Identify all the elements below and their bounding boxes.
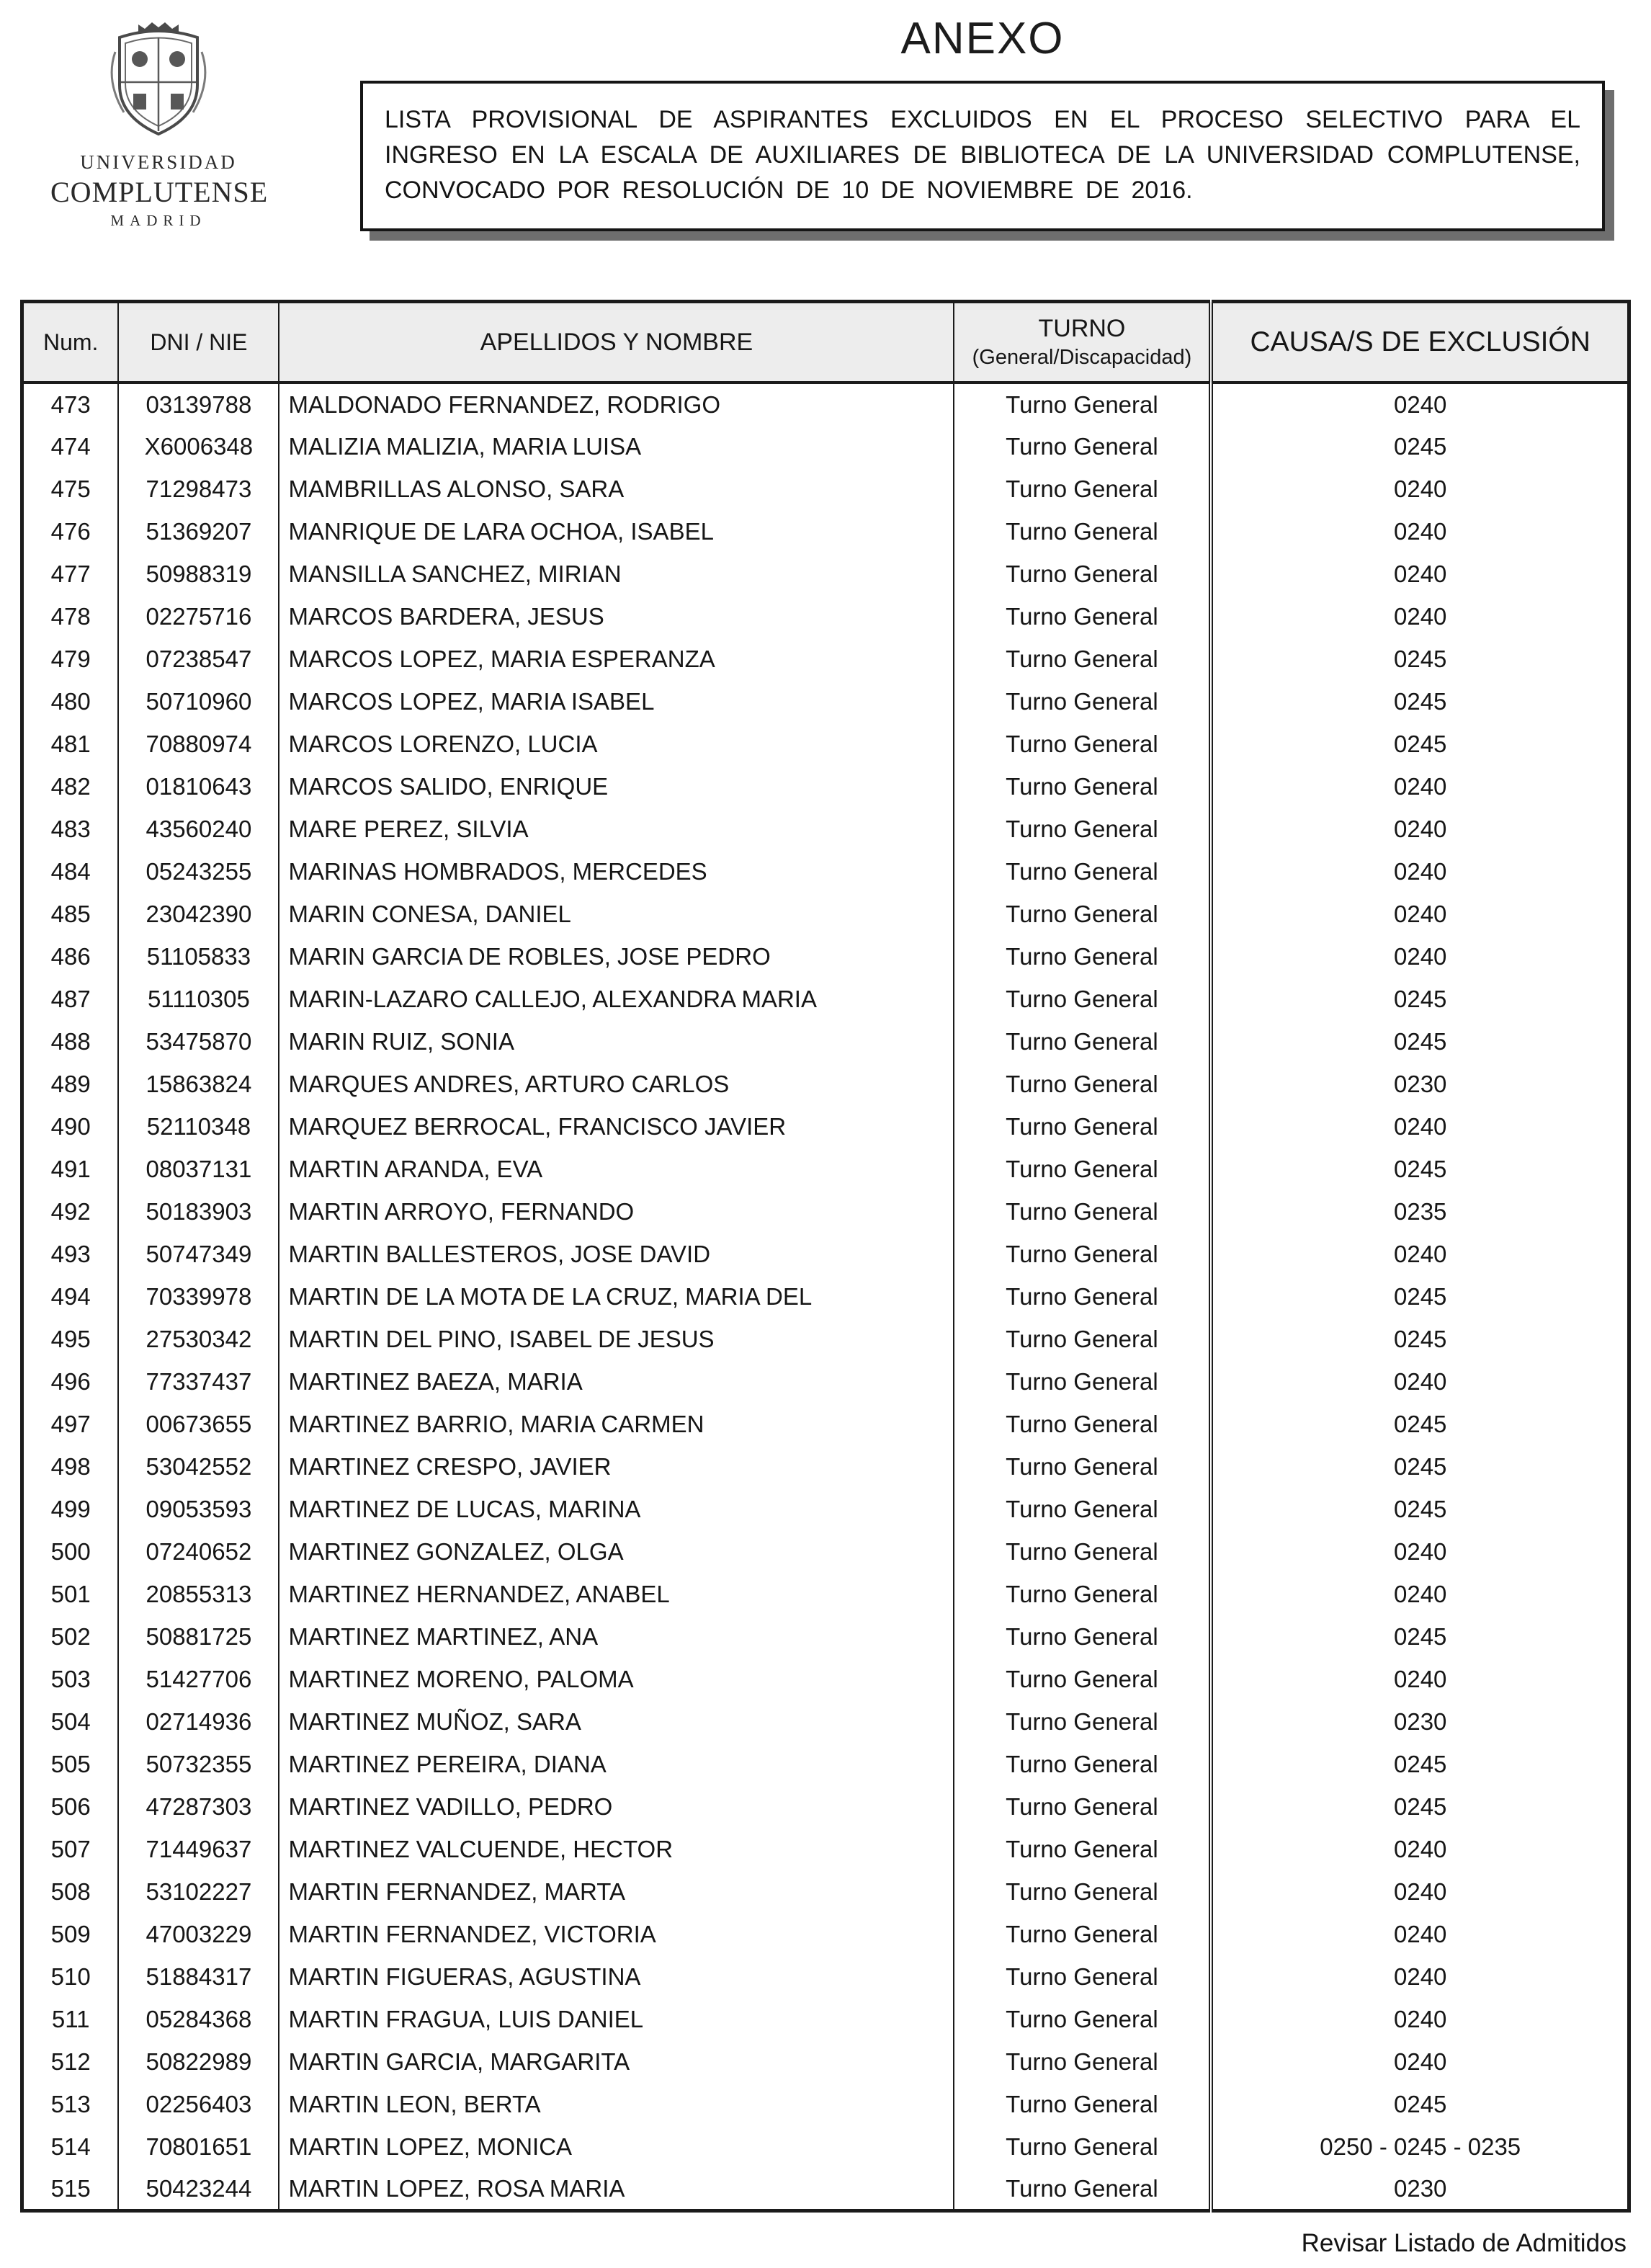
cell-turno: Turno General: [954, 2168, 1211, 2210]
cell-turno: Turno General: [954, 1403, 1211, 1445]
table-row: [22, 808, 1629, 850]
table-header-row: [22, 302, 1629, 383]
cell-name: MARIN CONESA, DANIEL: [279, 893, 954, 935]
cell-num: 509: [22, 1913, 119, 1955]
cell-turno: Turno General: [954, 893, 1211, 935]
table-row: [22, 1488, 1629, 1530]
cell-causa: 0245: [1211, 1615, 1629, 1658]
table-row: [22, 1828, 1629, 1870]
cell-num: 492: [22, 1190, 119, 1233]
notice-box: [360, 81, 1605, 231]
cell-name: MARINAS HOMBRADOS, MERCEDES: [279, 850, 954, 893]
cell-causa: 0240: [1211, 1233, 1629, 1275]
table-row: [22, 595, 1629, 638]
table-row: [22, 1998, 1629, 2040]
cell-name: MARTINEZ BAEZA, MARIA: [279, 1360, 954, 1403]
cell-name: MARTIN DEL PINO, ISABEL DE JESUS: [279, 1318, 954, 1360]
cell-dni: 07238547: [118, 638, 279, 680]
cell-num: 481: [22, 723, 119, 765]
cell-causa: 0245: [1211, 1488, 1629, 1530]
cell-num: 478: [22, 595, 119, 638]
cell-causa: 0245: [1211, 1403, 1629, 1445]
table-row: [22, 1573, 1629, 1615]
table-row: [22, 1275, 1629, 1318]
cell-name: MARCOS LORENZO, LUCIA: [279, 723, 954, 765]
cell-name: MARTINEZ DE LUCAS, MARINA: [279, 1488, 954, 1530]
cell-dni: 70880974: [118, 723, 279, 765]
table-row: [22, 1913, 1629, 1955]
cell-num: 498: [22, 1445, 119, 1488]
cell-causa: 0240: [1211, 850, 1629, 893]
table-row: [22, 1318, 1629, 1360]
cell-num: 512: [22, 2040, 119, 2083]
table-row: [22, 1148, 1629, 1190]
table-row: [22, 1658, 1629, 1700]
cell-name: MARQUEZ BERROCAL, FRANCISCO JAVIER: [279, 1105, 954, 1148]
cell-num: 502: [22, 1615, 119, 1658]
cell-num: 475: [22, 468, 119, 510]
cell-num: 474: [22, 425, 119, 468]
cell-name: MARTIN FIGUERAS, AGUSTINA: [279, 1955, 954, 1998]
cell-num: 505: [22, 1743, 119, 1785]
cell-causa: 0240: [1211, 765, 1629, 808]
cell-causa: 0230: [1211, 1063, 1629, 1105]
cell-num: 476: [22, 510, 119, 553]
table-row: [22, 1105, 1629, 1148]
table-row: [22, 850, 1629, 893]
header-turno-sub: (General/Discapacidad): [972, 346, 1192, 370]
cell-name: MARTIN FRAGUA, LUIS DANIEL: [279, 1998, 954, 2040]
cell-name: MARTINEZ VALCUENDE, HECTOR: [279, 1828, 954, 1870]
cell-num: 473: [22, 383, 119, 425]
cell-name: MARTINEZ MARTINEZ, ANA: [279, 1615, 954, 1658]
cell-num: 491: [22, 1148, 119, 1190]
cell-name: MARCOS LOPEZ, MARIA ISABEL: [279, 680, 954, 723]
ucm-logo: [50, 16, 267, 230]
cell-dni: 05243255: [118, 850, 279, 893]
cell-causa: 0235: [1211, 1190, 1629, 1233]
cell-num: 514: [22, 2125, 119, 2168]
header-apellidos: APELLIDOS Y NOMBRE: [279, 302, 954, 383]
cell-turno: Turno General: [954, 1870, 1211, 1913]
cell-dni: 50822989: [118, 2040, 279, 2083]
cell-num: 490: [22, 1105, 119, 1148]
cell-causa: 0240: [1211, 553, 1629, 595]
table-row: [22, 935, 1629, 978]
cell-turno: Turno General: [954, 510, 1211, 553]
cell-turno: Turno General: [954, 1998, 1211, 2040]
cell-num: 477: [22, 553, 119, 595]
cell-num: 493: [22, 1233, 119, 1275]
cell-turno: Turno General: [954, 680, 1211, 723]
cell-causa: 0245: [1211, 1020, 1629, 1063]
cell-turno: Turno General: [954, 765, 1211, 808]
cell-name: MARTINEZ BARRIO, MARIA CARMEN: [279, 1403, 954, 1445]
cell-dni: X6006348: [118, 425, 279, 468]
cell-dni: 70339978: [118, 1275, 279, 1318]
cell-name: MARTINEZ GONZALEZ, OLGA: [279, 1530, 954, 1573]
table-row: [22, 2083, 1629, 2125]
cell-num: 494: [22, 1275, 119, 1318]
cell-causa: 0240: [1211, 1530, 1629, 1573]
excluded-applicants-table: [20, 300, 1631, 2213]
cell-causa: 0240: [1211, 808, 1629, 850]
cell-num: 488: [22, 1020, 119, 1063]
table-row: [22, 2040, 1629, 2083]
table-row: [22, 2125, 1629, 2168]
cell-name: MARIN-LAZARO CALLEJO, ALEXANDRA MARIA: [279, 978, 954, 1020]
logo-text-madrid: MADRID: [110, 212, 207, 229]
table-row: [22, 1020, 1629, 1063]
cell-num: 496: [22, 1360, 119, 1403]
cell-dni: 52110348: [118, 1105, 279, 1148]
table-row: [22, 638, 1629, 680]
cell-turno: Turno General: [954, 1063, 1211, 1105]
cell-dni: 50988319: [118, 553, 279, 595]
cell-turno: Turno General: [954, 978, 1211, 1020]
cell-causa: 0245: [1211, 1148, 1629, 1190]
cell-causa: 0245: [1211, 1743, 1629, 1785]
cell-num: 489: [22, 1063, 119, 1105]
cell-name: MARTIN ARANDA, EVA: [279, 1148, 954, 1190]
cell-num: 495: [22, 1318, 119, 1360]
cell-causa: 0240: [1211, 595, 1629, 638]
cell-name: MARTIN LOPEZ, MONICA: [279, 2125, 954, 2168]
cell-dni: 01810643: [118, 765, 279, 808]
cell-name: MARCOS BARDERA, JESUS: [279, 595, 954, 638]
cell-turno: Turno General: [954, 1658, 1211, 1700]
cell-causa: 0250 - 0245 - 0235: [1211, 2125, 1629, 2168]
cell-turno: Turno General: [954, 1615, 1211, 1658]
cell-turno: Turno General: [954, 1488, 1211, 1530]
cell-turno: Turno General: [954, 2040, 1211, 2083]
header-causa: CAUSA/S DE EXCLUSIÓN: [1211, 302, 1629, 383]
header-turno: [954, 302, 1211, 383]
cell-dni: 43560240: [118, 808, 279, 850]
cell-name: MANSILLA SANCHEZ, MIRIAN: [279, 553, 954, 595]
cell-num: 513: [22, 2083, 119, 2125]
cell-dni: 50747349: [118, 1233, 279, 1275]
logo-text-universidad: UNIVERSIDAD: [80, 151, 237, 173]
cell-turno: Turno General: [954, 595, 1211, 638]
cell-dni: 23042390: [118, 893, 279, 935]
cell-turno: Turno General: [954, 1828, 1211, 1870]
cell-dni: 51105833: [118, 935, 279, 978]
cell-dni: 07240652: [118, 1530, 279, 1573]
cell-name: MARTIN ARROYO, FERNANDO: [279, 1190, 954, 1233]
cell-turno: Turno General: [954, 1700, 1211, 1743]
cell-causa: 0230: [1211, 2168, 1629, 2210]
cell-causa: 0245: [1211, 425, 1629, 468]
cell-causa: 0240: [1211, 1658, 1629, 1700]
cell-name: MARTIN BALLESTEROS, JOSE DAVID: [279, 1233, 954, 1275]
cell-causa: 0240: [1211, 2040, 1629, 2083]
table-row: [22, 1063, 1629, 1105]
cell-dni: 00673655: [118, 1403, 279, 1445]
cell-dni: 50732355: [118, 1743, 279, 1785]
cell-dni: 27530342: [118, 1318, 279, 1360]
cell-turno: Turno General: [954, 1275, 1211, 1318]
cell-turno: Turno General: [954, 1105, 1211, 1148]
cell-dni: 53042552: [118, 1445, 279, 1488]
cell-causa: 0240: [1211, 935, 1629, 978]
results-table-body: [22, 383, 1629, 2210]
cell-dni: 50183903: [118, 1190, 279, 1233]
table-row: [22, 978, 1629, 1020]
cell-num: 511: [22, 1998, 119, 2040]
cell-turno: Turno General: [954, 425, 1211, 468]
cell-causa: 0240: [1211, 383, 1629, 425]
table-row: [22, 1530, 1629, 1573]
cell-dni: 15863824: [118, 1063, 279, 1105]
cell-name: MARTINEZ VADILLO, PEDRO: [279, 1785, 954, 1828]
cell-causa: 0240: [1211, 1105, 1629, 1148]
cell-causa: 0240: [1211, 468, 1629, 510]
cell-turno: Turno General: [954, 935, 1211, 978]
cell-turno: Turno General: [954, 1445, 1211, 1488]
notice-text: LISTA PROVISIONAL DE ASPIRANTES EXCLUIDOS EN EL PROCESO SELECTIVO PARA EL INGRESO EN LA ESCALA DE AUXILIARES DE BIBLIOTECA DE LA UNIVERSIDAD COMPLUTENSE, CONVOCADO POR RESOLUCIÓN DE 10 DE NOVIEMBRE DE 2016.: [385, 106, 1580, 204]
cell-turno: Turno General: [954, 638, 1211, 680]
cell-dni: 02256403: [118, 2083, 279, 2125]
cell-name: MARCOS SALIDO, ENRIQUE: [279, 765, 954, 808]
cell-causa: 0240: [1211, 1573, 1629, 1615]
cell-num: 504: [22, 1700, 119, 1743]
cell-name: MARTIN FERNANDEZ, MARTA: [279, 1870, 954, 1913]
cell-name: MARE PEREZ, SILVIA: [279, 808, 954, 850]
cell-turno: Turno General: [954, 1955, 1211, 1998]
cell-causa: 0240: [1211, 1870, 1629, 1913]
table-row: [22, 425, 1629, 468]
cell-name: MARTIN GARCIA, MARGARITA: [279, 2040, 954, 2083]
cell-name: MARCOS LOPEZ, MARIA ESPERANZA: [279, 638, 954, 680]
cell-dni: 09053593: [118, 1488, 279, 1530]
header-dni: DNI / NIE: [118, 302, 279, 383]
cell-dni: 50710960: [118, 680, 279, 723]
cell-name: MARTINEZ CRESPO, JAVIER: [279, 1445, 954, 1488]
cell-dni: 47287303: [118, 1785, 279, 1828]
cell-dni: 50423244: [118, 2168, 279, 2210]
cell-name: MARTINEZ HERNANDEZ, ANABEL: [279, 1573, 954, 1615]
cell-turno: Turno General: [954, 1190, 1211, 1233]
table-row: [22, 553, 1629, 595]
cell-num: 485: [22, 893, 119, 935]
cell-causa: 0240: [1211, 1955, 1629, 1998]
cell-turno: Turno General: [954, 1233, 1211, 1275]
cell-causa: 0240: [1211, 1913, 1629, 1955]
table-row: [22, 1233, 1629, 1275]
cell-turno: Turno General: [954, 1530, 1211, 1573]
cell-num: 506: [22, 1785, 119, 1828]
cell-dni: 47003229: [118, 1913, 279, 1955]
page-title: ANEXO: [900, 14, 1065, 63]
table-row: [22, 1360, 1629, 1403]
cell-dni: 03139788: [118, 383, 279, 425]
cell-turno: Turno General: [954, 723, 1211, 765]
table-row: [22, 680, 1629, 723]
cell-num: 482: [22, 765, 119, 808]
cell-turno: Turno General: [954, 808, 1211, 850]
table-row: [22, 1870, 1629, 1913]
cell-dni: 20855313: [118, 1573, 279, 1615]
table-row: [22, 468, 1629, 510]
cell-name: MANRIQUE DE LARA OCHOA, ISABEL: [279, 510, 954, 553]
cell-name: MARTINEZ MUÑOZ, SARA: [279, 1700, 954, 1743]
cell-turno: Turno General: [954, 850, 1211, 893]
cell-turno: Turno General: [954, 1360, 1211, 1403]
footer-note: Revisar Listado de Admitidos: [1301, 2229, 1627, 2257]
cell-name: MARQUES ANDRES, ARTURO CARLOS: [279, 1063, 954, 1105]
cell-name: MARIN GARCIA DE ROBLES, JOSE PEDRO: [279, 935, 954, 978]
cell-causa: 0245: [1211, 978, 1629, 1020]
cell-dni: 02275716: [118, 595, 279, 638]
cell-dni: 77337437: [118, 1360, 279, 1403]
cell-turno: Turno General: [954, 468, 1211, 510]
cell-turno: Turno General: [954, 1148, 1211, 1190]
cell-num: 508: [22, 1870, 119, 1913]
ucm-crest-icon: [50, 16, 267, 146]
cell-turno: Turno General: [954, 2125, 1211, 2168]
cell-turno: Turno General: [954, 1913, 1211, 1955]
cell-name: MALIZIA MALIZIA, MARIA LUISA: [279, 425, 954, 468]
cell-num: 479: [22, 638, 119, 680]
cell-causa: 0245: [1211, 1318, 1629, 1360]
cell-dni: 51369207: [118, 510, 279, 553]
cell-turno: Turno General: [954, 1743, 1211, 1785]
cell-num: 507: [22, 1828, 119, 1870]
logo-text-complutense: COMPLUTENSE: [50, 176, 269, 208]
cell-dni: 71298473: [118, 468, 279, 510]
cell-num: 515: [22, 2168, 119, 2210]
cell-turno: Turno General: [954, 1573, 1211, 1615]
cell-causa: 0245: [1211, 1785, 1629, 1828]
cell-turno: Turno General: [954, 1318, 1211, 1360]
table-row: [22, 1955, 1629, 1998]
cell-dni: 50881725: [118, 1615, 279, 1658]
table-row: [22, 765, 1629, 808]
cell-dni: 05284368: [118, 1998, 279, 2040]
cell-num: 499: [22, 1488, 119, 1530]
cell-causa: 0240: [1211, 893, 1629, 935]
cell-causa: 0245: [1211, 2083, 1629, 2125]
cell-causa: 0230: [1211, 1700, 1629, 1743]
cell-dni: 53475870: [118, 1020, 279, 1063]
cell-dni: 08037131: [118, 1148, 279, 1190]
cell-dni: 02714936: [118, 1700, 279, 1743]
table-row: [22, 1743, 1629, 1785]
cell-turno: Turno General: [954, 1785, 1211, 1828]
cell-causa: 0245: [1211, 1445, 1629, 1488]
cell-num: 510: [22, 1955, 119, 1998]
table-row: [22, 1615, 1629, 1658]
cell-causa: 0240: [1211, 510, 1629, 553]
cell-dni: 51427706: [118, 1658, 279, 1700]
table-row: [22, 1445, 1629, 1488]
table-row: [22, 2168, 1629, 2210]
cell-name: MARTIN FERNANDEZ, VICTORIA: [279, 1913, 954, 1955]
table-row: [22, 723, 1629, 765]
cell-num: 487: [22, 978, 119, 1020]
cell-name: MARTIN LOPEZ, ROSA MARIA: [279, 2168, 954, 2210]
cell-causa: 0245: [1211, 1275, 1629, 1318]
header-turno-main: TURNO: [1038, 315, 1126, 342]
cell-name: MARTINEZ MORENO, PALOMA: [279, 1658, 954, 1700]
cell-dni: 51110305: [118, 978, 279, 1020]
table-row: [22, 893, 1629, 935]
table-container: [20, 300, 1631, 2213]
table-row: [22, 510, 1629, 553]
cell-causa: 0240: [1211, 1360, 1629, 1403]
cell-dni: 71449637: [118, 1828, 279, 1870]
cell-causa: 0240: [1211, 1828, 1629, 1870]
cell-causa: 0245: [1211, 638, 1629, 680]
cell-turno: Turno General: [954, 2083, 1211, 2125]
cell-name: MAMBRILLAS ALONSO, SARA: [279, 468, 954, 510]
table-row: [22, 1403, 1629, 1445]
cell-name: MARTINEZ PEREIRA, DIANA: [279, 1743, 954, 1785]
cell-turno: Turno General: [954, 1020, 1211, 1063]
cell-causa: 0245: [1211, 680, 1629, 723]
cell-num: 484: [22, 850, 119, 893]
cell-num: 483: [22, 808, 119, 850]
cell-turno: Turno General: [954, 383, 1211, 425]
cell-turno: Turno General: [954, 553, 1211, 595]
cell-num: 503: [22, 1658, 119, 1700]
cell-name: MARIN RUIZ, SONIA: [279, 1020, 954, 1063]
cell-num: 501: [22, 1573, 119, 1615]
cell-num: 480: [22, 680, 119, 723]
cell-name: MARTIN LEON, BERTA: [279, 2083, 954, 2125]
cell-dni: 53102227: [118, 1870, 279, 1913]
header-num: Num.: [22, 302, 119, 383]
cell-causa: 0240: [1211, 1998, 1629, 2040]
table-row: [22, 1785, 1629, 1828]
table-row: [22, 1190, 1629, 1233]
cell-dni: 51884317: [118, 1955, 279, 1998]
cell-name: MARTIN DE LA MOTA DE LA CRUZ, MARIA DEL: [279, 1275, 954, 1318]
cell-num: 486: [22, 935, 119, 978]
cell-num: 497: [22, 1403, 119, 1445]
cell-dni: 70801651: [118, 2125, 279, 2168]
cell-causa: 0245: [1211, 723, 1629, 765]
cell-name: MALDONADO FERNANDEZ, RODRIGO: [279, 383, 954, 425]
table-row: [22, 383, 1629, 425]
cell-num: 500: [22, 1530, 119, 1573]
table-row: [22, 1700, 1629, 1743]
